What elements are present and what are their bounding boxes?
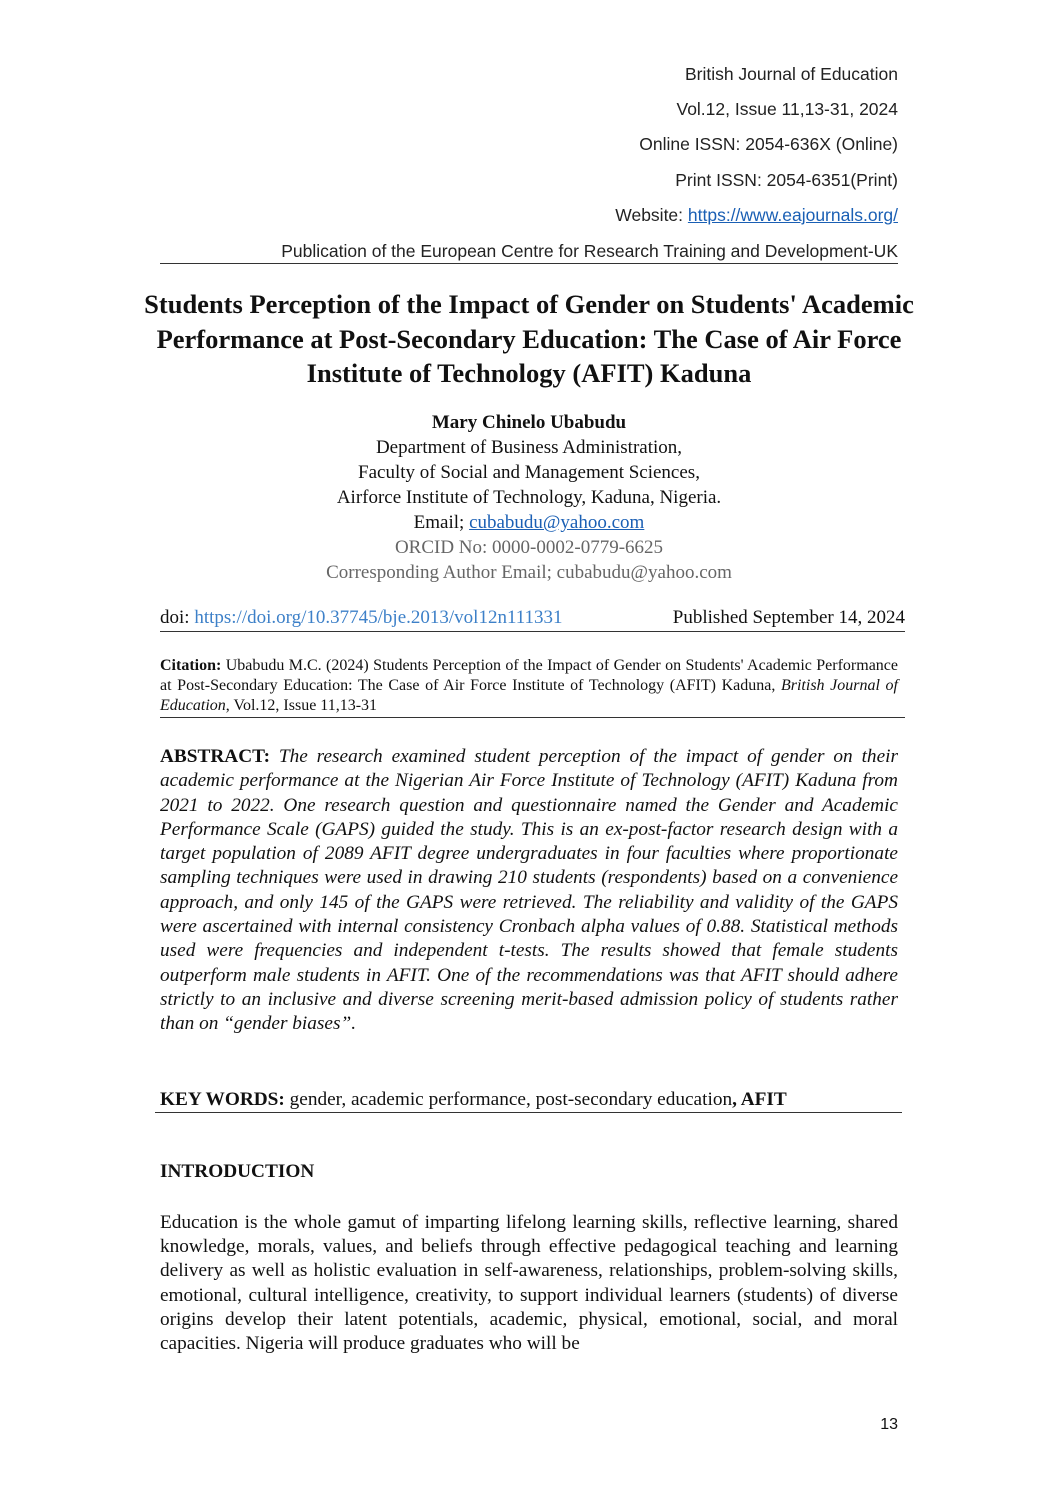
keywords-text: gender, academic performance, post-secondary education (284, 1089, 733, 1110)
email-label: Email; (413, 512, 470, 533)
website-link[interactable]: https://www.eajournals.org/ (687, 205, 898, 225)
online-issn: Online ISSN: 2054-636X (Online) (639, 134, 898, 154)
author-block (160, 410, 898, 585)
print-issn: Print ISSN: 2054-6351(Print) (675, 170, 898, 190)
author-email-line (160, 510, 898, 535)
page-number: 13 (880, 1416, 898, 1433)
orcid: ORCID No: 0000-0002-0779-6625 (394, 537, 664, 558)
introduction-heading: INTRODUCTION (160, 1161, 315, 1182)
keywords (160, 1088, 898, 1112)
paper-title: Students Perception of the Impact of Gender on Students' Academic Performance at Post-Secondary Education: The Case of Air Force Institute of Technology (AFIT) Kaduna (144, 289, 914, 388)
journal-volume: Vol.12, Issue 11,13-31, 2024 (676, 99, 898, 119)
citation (160, 656, 898, 716)
keywords-label: KEY WORDS: (160, 1089, 285, 1110)
journal-name: British Journal of Education (684, 64, 898, 84)
email-link[interactable]: cubabudu@yahoo.com (469, 512, 645, 533)
abstract-label: ABSTRACT: (160, 746, 270, 767)
author-faculty: Faculty of Social and Management Sciences, (358, 462, 700, 483)
website-label: Website: (615, 205, 688, 225)
abstract-text: The research examined student perception of the impact of gender on their academic performance at the Nigerian Air Force Institute of Technology (AFIT) Kaduna from 2021 to 2022. One research question and questionnaire named the Gender and Academic Performance Scale (GAPS) guided the study. This is an ex-post-factor research design with a target population of 2089 AFIT degree undergraduates in four faculties where proportionate sampling techniques were used in drawing 210 students (respondents) based on a convenience approach, and only 145 of the GAPS were retrieved. The reliability and validity of the GAPS were ascertained with internal consistency Cronbach alpha values of 0.88. Statistical methods used were frequencies and independent t-tests. The results showed that female students outperform male students in AFIT. One of the recommendations was that AFIT should adhere strictly to an inclusive and diverse screening merit-based admission policy of students rather than on “gender biases”. (160, 746, 898, 1035)
citation-divider (160, 717, 905, 718)
citation-journal: British Journal of Education (160, 677, 899, 714)
publisher-line: Publication of the European Centre for Research Training and Development-UK (160, 241, 898, 264)
website-line (615, 205, 898, 226)
citation-label: Citation: (160, 657, 222, 674)
author-name: Mary Chinelo Ubabudu (431, 412, 627, 433)
doi-line (160, 607, 905, 632)
author-department: Department of Business Administration, (375, 437, 683, 458)
published-date: Published September 14, 2024 (672, 607, 905, 628)
keywords-divider (155, 1112, 902, 1113)
citation-volume: , Vol.12, Issue 11,13-31 (225, 697, 378, 714)
doi-group (160, 607, 563, 629)
citation-text: Ubabudu M.C. (2024) Students Perception of the Impact of Gender on Students' Academic Performance at Post-Secondary Education: The Case of Air Force Institute of Technology (AFIT) Kaduna, (160, 657, 898, 694)
doi-label: doi: (160, 607, 195, 628)
author-institution: Airforce Institute of Technology, Kaduna, Nigeria. (336, 487, 722, 508)
abstract (160, 745, 898, 1037)
keywords-last: , AFIT (732, 1089, 787, 1110)
doi-link[interactable]: https://doi.org/10.37745/bje.2013/vol12n111331 (194, 607, 563, 628)
introduction-text: Education is the whole gamut of imparting lifelong learning skills, reflective learning, shared knowledge, morals, values, and beliefs through effective pedagogical teaching and learning delivery as well as holistic evaluation in self-awareness, relationships, problem-solving skills, emotional, cultural intelligence, creativity, to support individual learners (students) of diverse origins develop their latent potentials, academic, physical, emotional, social, and moral capacities. Nigeria will produce graduates who will be (160, 1212, 898, 1355)
corresponding-email: Corresponding Author Email; cubabudu@yahoo.com (326, 562, 732, 583)
